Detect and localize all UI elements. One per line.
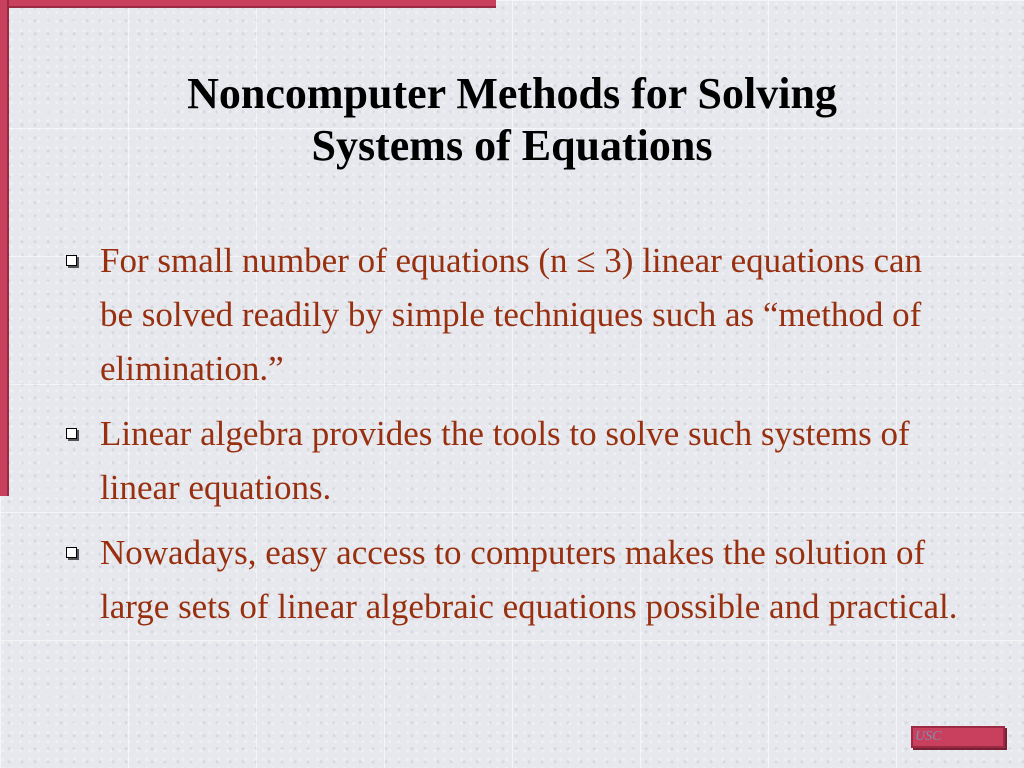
footer-logo-box bbox=[911, 726, 1005, 748]
square-bullet-icon bbox=[66, 428, 77, 439]
square-bullet-icon bbox=[66, 255, 77, 266]
slide-title-line-2: Systems of Equations bbox=[311, 121, 713, 170]
bullet-text-3: Nowadays, easy access to computers makes the solution of large sets of linear algebraic equations possible and practical. bbox=[100, 533, 958, 626]
slide-title-line-1: Noncomputer Methods for Solving bbox=[187, 69, 837, 118]
bullet-item-2 bbox=[62, 407, 962, 515]
bullet-item-3 bbox=[62, 526, 962, 634]
footer-label: USC bbox=[915, 729, 942, 744]
top-accent-bar bbox=[0, 0, 496, 8]
square-bullet-icon bbox=[66, 547, 77, 558]
bullet-item-1 bbox=[62, 234, 962, 396]
bullet-list bbox=[62, 234, 962, 645]
left-accent-bar bbox=[0, 0, 9, 496]
bullet-text-2: Linear algebra provides the tools to solve such systems of linear equations. bbox=[100, 414, 910, 507]
bullet-text-1: For small number of equations (n ≤ 3) linear equations can be solved readily by simple techniques such as “method of elimination.” bbox=[100, 241, 923, 388]
slide-title bbox=[60, 68, 964, 172]
